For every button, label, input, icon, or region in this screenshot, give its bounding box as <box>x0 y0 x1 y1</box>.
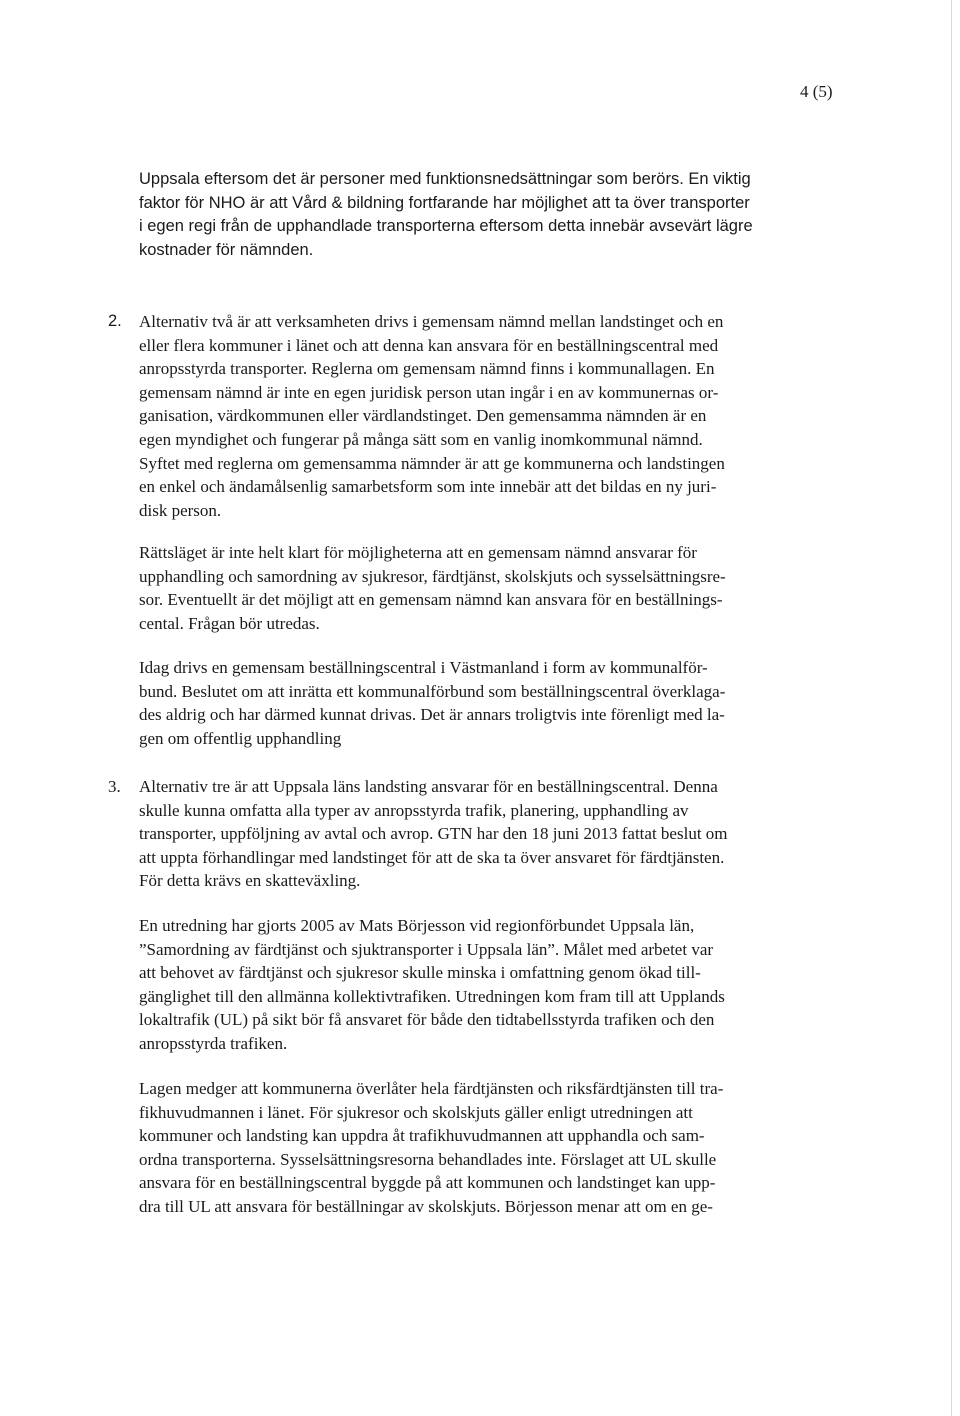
page-number: 4 (5) <box>800 82 833 101</box>
list-number-2: 2. <box>108 312 122 330</box>
paragraph-2 <box>139 310 839 522</box>
paragraph-1 <box>139 168 839 262</box>
text-line: Alternativ två är att verksamheten drivs i gemensam nämnd mellan landstinget och en <box>139 312 724 331</box>
text-line: upphandling och samordning av sjukresor, färdtjänst, skolskjuts och sysselsättningsre- <box>139 566 726 586</box>
paragraph-4 <box>139 656 839 750</box>
text-line: lokaltrafik (UL) på sikt bör få ansvaret för både den tidtabellsstyrda trafiken och den <box>139 1010 715 1030</box>
paragraph-6 <box>139 914 839 1056</box>
text-line: kommuner och landsting kan uppdra åt trafikhuvudmannen att upphandla och sam- <box>139 1126 705 1146</box>
text-line: i egen regi från de upphandlade transporterna eftersom detta innebär avsevärt lägre <box>139 217 753 236</box>
text-line: sor. Eventuellt är det möjligt att en gemensam nämnd kan ansvara för en beställnings- <box>139 590 723 610</box>
text-line: eller flera kommuner i länet och att denna kan ansvara för en beställningscentral med <box>139 335 719 355</box>
text-line: Uppsala eftersom det är personer med funktionsnedsättningar som berörs. En viktig <box>139 170 751 188</box>
text-line: faktor för NHO är att Vård & bildning fortfarande har möjlighet att ta över transporter <box>139 193 750 212</box>
text-line: en enkel och ändamålsenlig samarbetsform som inte innebär att det bildas en ny juri- <box>139 477 717 497</box>
text-line: att behovet av färdtjänst och sjukresor skulle minska i omfattning genom ökad till- <box>139 963 701 983</box>
paragraph-5 <box>139 775 839 893</box>
text-line: dra till UL att ansvara för beställningar av skolskjuts. Börjesson menar att om en ge- <box>139 1196 713 1216</box>
text-line: cental. Frågan bör utredas. <box>139 613 320 633</box>
text-line: att uppta förhandlingar med landstinget för att de ska ta över ansvaret för färdtjänsten. <box>139 847 725 867</box>
text-line: bund. Beslutet om att inrätta ett kommunalförbund som beställningscentral överklaga- <box>139 681 726 701</box>
text-line: anropsstyrda transporter. Reglerna om gemensam nämnd finns i kommunallagen. En <box>139 359 715 379</box>
text-line: Idag drivs en gemensam beställningscentral i Västmanland i form av kommunalför- <box>139 658 708 677</box>
text-line: ganisation, värdkommunen eller värdlandstinget. Den gemensamma nämnden är en <box>139 406 707 426</box>
text-line: gänglighet till den allmänna kollektivtrafiken. Utredningen kom fram till att Upplands <box>139 986 725 1006</box>
paragraph-3 <box>139 541 839 635</box>
text-line: disk person. <box>139 500 222 520</box>
text-line: Alternativ tre är att Uppsala läns landsting ansvarar för en beställningscentral. Denna <box>139 777 718 796</box>
text-line: kostnader för nämnden. <box>139 240 314 259</box>
scan-edge-line <box>951 0 952 1416</box>
text-line: Lagen medger att kommunerna överlåter hela färdtjänsten och riksfärdtjänsten till tra- <box>139 1079 724 1098</box>
text-line: ”Samordning av färdtjänst och sjuktransporter i Uppsala län”. Målet med arbetet var <box>139 939 714 959</box>
list-number-3: 3. <box>108 777 121 796</box>
paragraph-7 <box>139 1077 839 1219</box>
text-line: anropsstyrda trafiken. <box>139 1033 288 1053</box>
text-line: egen myndighet och fungerar på många sätt som en vanlig inomkommunal nämnd. <box>139 429 703 449</box>
text-line: Rättsläget är inte helt klart för möjligheterna att en gemensam nämnd ansvarar för <box>139 543 697 562</box>
text-line: gen om offentlig upphandling <box>139 728 342 748</box>
text-line: ansvara för en beställningscentral byggde på att kommunen och landstinget kan upp- <box>139 1173 716 1193</box>
text-line: En utredning har gjorts 2005 av Mats Börjesson vid regionförbundet Uppsala län, <box>139 916 695 935</box>
text-line: gemensam nämnd är inte en egen juridisk person utan ingår i en av kommunernas or- <box>139 382 719 402</box>
text-line: ordna transporterna. Sysselsättningsresorna behandlades inte. Förslaget att UL skulle <box>139 1149 717 1169</box>
text-line: fikhuvudmannen i länet. För sjukresor och skolskjuts gäller enligt utredningen att <box>139 1102 693 1122</box>
text-line: transporter, uppföljning av avtal och avrop. GTN har den 18 juni 2013 fattat beslut om <box>139 824 728 844</box>
text-line: skulle kunna omfatta alla typer av anropsstyrda trafik, planering, upphandling av <box>139 800 689 820</box>
text-line: För detta krävs en skatteväxling. <box>139 871 361 891</box>
text-line: des aldrig och har därmed kunnat drivas. Det är annars troligtvis inte förenligt med la- <box>139 705 725 725</box>
text-line: Syftet med reglerna om gemensamma nämnder är att ge kommunerna och landstingen <box>139 453 725 473</box>
